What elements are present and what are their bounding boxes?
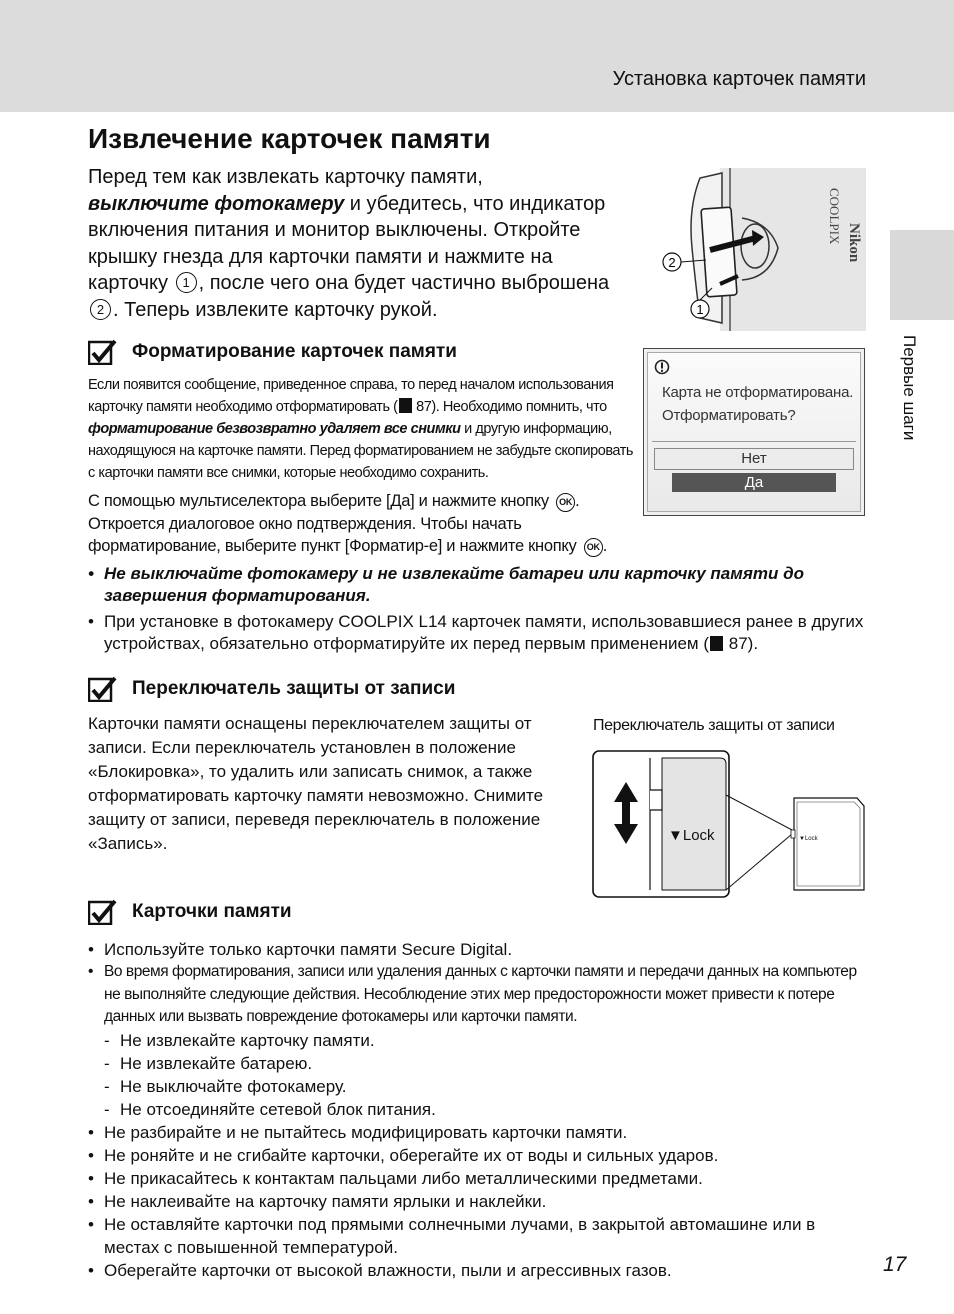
side-tab	[890, 230, 954, 320]
intro-text-1: Перед тем как извлекать карточку памяти,	[88, 166, 483, 188]
sd-card	[794, 798, 864, 890]
intro-text-2: и убедитесь, что индикатор включения питания и монитор выключены. Откройте крышку гнезда для карточки памяти и нажмите на карточку	[88, 192, 606, 294]
dialog-option-yes: Да	[672, 473, 836, 492]
switch-slider	[650, 790, 662, 810]
check-mark-icon	[88, 676, 118, 702]
camera-card-slot-illustration	[660, 168, 866, 331]
dash-item: - Не извлекайте батарею.	[104, 1052, 868, 1075]
page-number: 17	[883, 1253, 907, 1276]
reference-icon	[710, 636, 723, 651]
dash-item: - Не выключайте фотокамеру.	[104, 1075, 868, 1098]
running-header: Установка карточек памяти	[612, 68, 866, 90]
intro-emphasis: выключите фотокамеру	[88, 192, 345, 215]
header-band	[0, 0, 954, 112]
ok-button-icon-2: OK	[584, 538, 603, 557]
list-item: • Не выключайте фотокамеру и не извлекайте батареи или карточку памяти до завершения форматирования.	[88, 563, 868, 607]
intro-paragraph	[88, 164, 633, 323]
dialog-line-1: Карта не отформатирована.	[662, 384, 854, 401]
ok-button-icon: OK	[556, 493, 575, 512]
warning-icon	[654, 359, 670, 375]
callout-number-1: 1	[176, 272, 197, 293]
section-heading-write-protect	[88, 676, 455, 702]
multiselector-text-2: . Откроется диалоговое окно подтверждения. Чтобы начать форматирование, выберите пункт [Форматир-е] и нажмите кнопку	[88, 492, 580, 555]
format-page-ref: 87	[416, 399, 432, 415]
intro-text-4: . Теперь извлеките карточку рукой.	[113, 298, 438, 321]
reference-icon	[399, 398, 412, 413]
dash-item: - Не отсоединяйте сетевой блок питания.	[104, 1098, 868, 1121]
section-title-cards: Карточки памяти	[132, 901, 292, 922]
write-protect-caption: Переключатель защиты от записи	[593, 717, 835, 734]
dialog-panel	[647, 352, 861, 512]
page-title: Извлечение карточек памяти	[88, 123, 491, 154]
format-text-2: ). Необходимо помнить, что	[431, 399, 607, 415]
format-emphasis: форматирование безвозвратно удаляет все снимки	[88, 421, 461, 437]
lock-label: ▼Lock	[668, 827, 715, 844]
multiselector-text-3: .	[602, 537, 608, 555]
format-bullet-list	[88, 563, 868, 659]
list-item: • Не наклеивайте на карточку памяти ярлыки и наклейки.	[88, 1190, 868, 1213]
multiselector-paragraph	[88, 490, 658, 558]
callout-1-label: 1	[696, 302, 704, 317]
bullet-page-ref: 87	[728, 634, 748, 653]
camera-model-text: COOLPIX	[827, 188, 842, 245]
dialog-message	[662, 381, 853, 427]
list-item: • Оберегайте карточки от высокой влажности, пыли и агрессивных газов.	[88, 1259, 868, 1282]
dialog-line-2: Отформатировать?	[662, 407, 796, 424]
card-edge-zoom	[662, 758, 726, 890]
section-title-format: Форматирование карточек памяти	[132, 341, 457, 362]
format-paragraph	[88, 374, 633, 484]
intro-text-3: , после чего она будет частично выброшена	[198, 272, 610, 294]
section-title-write-protect: Переключатель защиты от записи	[132, 678, 456, 699]
list-item: • Не оставляйте карточки под прямыми солнечными лучами, в закрытой автомашине или в местах с повышенной температурой.	[88, 1213, 868, 1259]
dialog-option-no: Нет	[654, 448, 854, 470]
bullet-text: При установке в фотокамеру COOLPIX L14 карточек памяти, использовавшиеся ранее в других устройствах, обязательно отформатируйте их перед первым применением (	[104, 612, 864, 653]
dash-item: - Не извлекайте карточку памяти.	[104, 1029, 868, 1052]
list-item	[88, 961, 868, 1121]
cards-bullet-list	[88, 938, 868, 1282]
check-mark-icon	[88, 899, 118, 925]
dash-list	[104, 1029, 868, 1121]
write-protect-paragraph: Карточки памяти оснащены переключателем защиты от записи. Если переключатель установлен в положение «Блокировка», то удалить или записать снимок, а также отформатировать карточку памяти невозможно. Снимите защиту от записи, переведя переключатель в положение «Запись».	[88, 714, 544, 853]
section-heading-cards	[88, 899, 292, 925]
section-heading-format	[88, 339, 457, 365]
list-item: • Не разбирайте и не пытайтесь модифицировать карточки памяти.	[88, 1121, 868, 1144]
format-text-1: Если появится сообщение, приведенное справа, то перед началом использования карточку памяти необходимо отформатировать (	[88, 377, 614, 415]
write-protect-switch-illustration	[592, 750, 866, 898]
list-item: • Используйте только карточки памяти Secure Digital.	[88, 938, 868, 961]
multiselector-text-1: С помощью мультиселектора выберите [Да] и нажмите кнопку	[88, 492, 549, 510]
format-dialog-illustration	[643, 348, 865, 516]
memory-card	[701, 207, 737, 297]
bullet-text: Во время форматирования, записи или удаления данных с карточки памяти и передачи данных на компьютер не выполняйте следующие действия. Несоблюдение этих мер предосторожности может привести к потере данных или вызвать повреждение фотокамеры или карточки памяти.	[104, 963, 857, 1025]
list-item: • Не прикасайтесь к контактам пальцами либо металлическими предметами.	[88, 1167, 868, 1190]
list-item: • Не роняйте и не сгибайте карточки, оберегайте их от воды и сильных ударов.	[88, 1144, 868, 1167]
side-tab-label: Первые шаги	[900, 335, 919, 441]
dialog-divider	[652, 441, 856, 442]
callout-2-label: 2	[668, 255, 676, 270]
sd-card-lock-label: ▼Lock	[799, 836, 818, 842]
check-mark-icon	[88, 339, 118, 365]
bullet-text-end: ).	[747, 634, 759, 653]
camera-brand-text: Nikon	[846, 223, 862, 263]
callout-number-2: 2	[90, 299, 111, 320]
list-item	[88, 611, 868, 655]
format-text-3: и другую информацию, находящуюся на карточке памяти. Перед форматированием не забудьте скопировать с карточки памяти все снимки, которые необходимо сохранить.	[88, 421, 634, 481]
